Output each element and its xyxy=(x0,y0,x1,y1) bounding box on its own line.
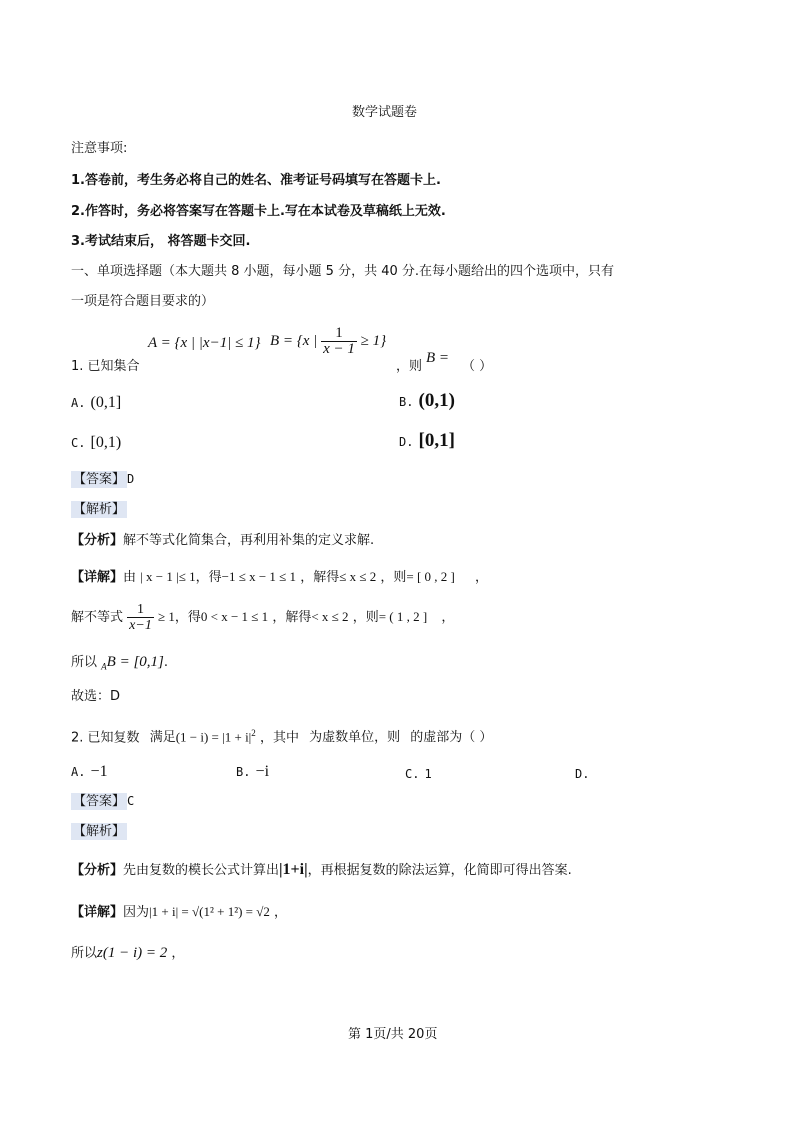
q1-d2-e: ， xyxy=(441,610,455,625)
q1-stem-suffix: ，则 xyxy=(396,359,423,374)
q1-option-a[interactable] xyxy=(71,392,121,412)
q1-d3-m: B = [0,1] xyxy=(106,654,164,670)
q1-answer-tag: 【答案】 xyxy=(73,472,126,487)
q1-detail-line3 xyxy=(71,653,168,676)
q1-analysis-tag: 【解析】 xyxy=(73,502,126,517)
q1-answer xyxy=(71,470,134,489)
q2-p1: 2. 已知复数 xyxy=(71,730,140,746)
q1-option-d-value: [0,1] xyxy=(418,430,455,451)
q2-detail-line2 xyxy=(71,944,184,963)
q2-detail-line1 xyxy=(71,903,287,922)
q1-fenxi-text: 解不等式化简集合，再利用补集的定义求解. xyxy=(123,533,375,548)
q2-answer xyxy=(71,792,134,811)
q2-option-a-label: A. xyxy=(71,765,86,779)
q1-d2-c: ，解得 xyxy=(272,610,312,625)
q1-d3-sub: A xyxy=(101,661,107,672)
section-heading-line1: 一、单项选择题（本大题共 8 小题，每小题 5 分，共 40 分.在每小题给出的四个选项中，只有 xyxy=(71,264,615,279)
q1-option-c-label: C. xyxy=(71,436,86,450)
q2-answer-value: C xyxy=(127,794,135,808)
q2-option-c-label: C. xyxy=(405,767,420,781)
q2-option-a-value: −1 xyxy=(90,763,108,780)
q2-answer-tag: 【答案】 xyxy=(73,794,126,809)
q2-stem xyxy=(71,724,492,747)
q2-d2-a: 所以 xyxy=(71,946,98,961)
q1-option-b[interactable] xyxy=(399,390,455,412)
page-title: 数学试题卷 xyxy=(352,105,418,120)
q1-answer-value: D xyxy=(127,472,135,486)
q2-d2-b: ， xyxy=(171,946,185,961)
q1-fenxi xyxy=(71,532,374,550)
q1-d2-b: ，得 xyxy=(174,610,201,625)
q1-option-c-value: [0,1) xyxy=(90,434,122,451)
q1-option-d-label: D. xyxy=(399,435,414,449)
q2-fenxi-b: ，再根据复数的除法运算，化简即可得出答案. xyxy=(307,863,572,878)
page-footer: 第 1页/共 20页 xyxy=(348,1027,438,1042)
q2-p2: 满足 xyxy=(149,730,176,746)
q2-analysis-heading xyxy=(71,823,127,841)
section-heading-line2: 一项是符合题目要求的） xyxy=(71,294,215,309)
q1-d1-e: ， xyxy=(475,570,489,585)
q2-m1: (1 − i) = |1 + i| xyxy=(175,729,252,745)
q1-d2-m2: 0 < x − 1 ≤ 1 xyxy=(200,609,269,624)
q1-option-b-label: B. xyxy=(399,395,414,409)
q1-d1-b: ，得 xyxy=(195,570,222,585)
q1-option-a-label: A. xyxy=(71,396,86,410)
q2-fenxi-a: 先由复数的模长公式计算出 xyxy=(123,863,280,878)
q1-stem-prefix: 1. 已知集合 xyxy=(71,359,140,374)
q2-analysis-tag: 【解析】 xyxy=(73,824,126,839)
q1-choose: 故选：D xyxy=(71,689,121,704)
q1-d2-m1: ≥ 1 xyxy=(157,609,175,624)
q1-fraction-numerator: 1 xyxy=(321,326,357,342)
q2-option-a[interactable] xyxy=(71,761,108,781)
q1-d1-a: 由 xyxy=(123,570,137,585)
q1-option-d[interactable] xyxy=(399,430,455,452)
q1-d1-d: ，则 xyxy=(380,570,407,585)
q2-p3: ，其中 xyxy=(259,730,299,746)
notice-heading: 注意事项: xyxy=(71,141,128,156)
q1-d1-m2: −1 ≤ x − 1 ≤ 1 xyxy=(221,569,297,584)
q1-set-b-fraction xyxy=(321,326,357,357)
q2-option-c[interactable] xyxy=(405,763,432,782)
q1-set-b-tail: ≥ 1} xyxy=(360,332,387,349)
q1-d2-m4: = ( 1 , 2 ] xyxy=(378,609,428,624)
q1-d1-m3: ≤ x ≤ 2 xyxy=(339,569,377,584)
q1-set-b-head: B = {x | xyxy=(270,332,318,349)
q2-xiangjie-tag: 【详解】 xyxy=(71,905,124,920)
q2-fenxi-tag: 【分析】 xyxy=(71,863,124,878)
notice-item-3: 3.考试结束后， 将答题卡交回. xyxy=(71,234,251,249)
q1-option-c[interactable] xyxy=(71,432,121,452)
q2-option-b[interactable] xyxy=(236,761,269,781)
q2-p4: 为虚数单位，则 xyxy=(309,730,401,746)
q1-d2-a: 解不等式 xyxy=(71,610,124,625)
q2-option-d-label: D. xyxy=(575,767,590,781)
notice-item-1: 1.答卷前，考生务必将自己的姓名、准考证号码填写在答题卡上. xyxy=(71,173,441,188)
q1-d1-m4: = [ 0 , 2 ] xyxy=(406,569,455,584)
q1-answer-paren: （ ） xyxy=(462,359,493,374)
q2-d1-b: ， xyxy=(274,905,288,920)
q1-analysis-heading xyxy=(71,501,127,519)
q1-set-a: A = {x | |x−1| ≤ 1} xyxy=(148,335,261,351)
q1-set-b xyxy=(270,326,386,357)
q2-fenxi-m: |1+i| xyxy=(279,861,308,878)
q2-option-c-value: 1 xyxy=(424,767,432,781)
q2-option-b-value: −i xyxy=(255,763,270,780)
q1-d2-m3: < x ≤ 2 xyxy=(311,609,349,624)
q1-d2-denominator: x−1 xyxy=(129,618,152,633)
q2-sup: 2 xyxy=(251,728,256,738)
q2-d1-m: |1 + i| = √(1² + 1²) = √2 xyxy=(149,904,270,919)
q1-xiangjie-tag: 【详解】 xyxy=(71,570,124,585)
q2-option-b-label: B. xyxy=(236,765,251,779)
q1-detail-line2 xyxy=(71,602,454,633)
q1-result-b: B = xyxy=(426,350,450,366)
q1-fraction-denominator: x − 1 xyxy=(323,341,355,357)
q2-option-d[interactable] xyxy=(575,763,589,782)
q1-option-a-value: (0,1] xyxy=(90,394,122,411)
q1-d2-d: ，则 xyxy=(352,610,379,625)
q1-d2-fraction xyxy=(127,602,154,633)
q1-d2-numerator: 1 xyxy=(127,602,154,618)
q1-d1-c: ，解得 xyxy=(300,570,340,585)
q2-p5: 的虚部为（ ） xyxy=(410,730,493,746)
q1-d3-b: . xyxy=(163,655,169,670)
q2-d1-a: 因为 xyxy=(123,905,150,920)
q1-detail-line1 xyxy=(71,568,488,587)
q2-fenxi xyxy=(71,861,572,880)
q1-d3-a: 所以 xyxy=(71,655,98,670)
notice-item-2: 2.作答时，务必将答案写在答题卡上.写在本试卷及草稿纸上无效. xyxy=(71,204,446,219)
q1-option-b-value: (0,1) xyxy=(418,390,455,411)
q1-fenxi-tag: 【分析】 xyxy=(71,533,124,548)
q2-d2-m: z(1 − i) = 2 xyxy=(97,945,168,961)
q1-d1-m1: | x − 1 |≤ 1 xyxy=(140,569,196,584)
